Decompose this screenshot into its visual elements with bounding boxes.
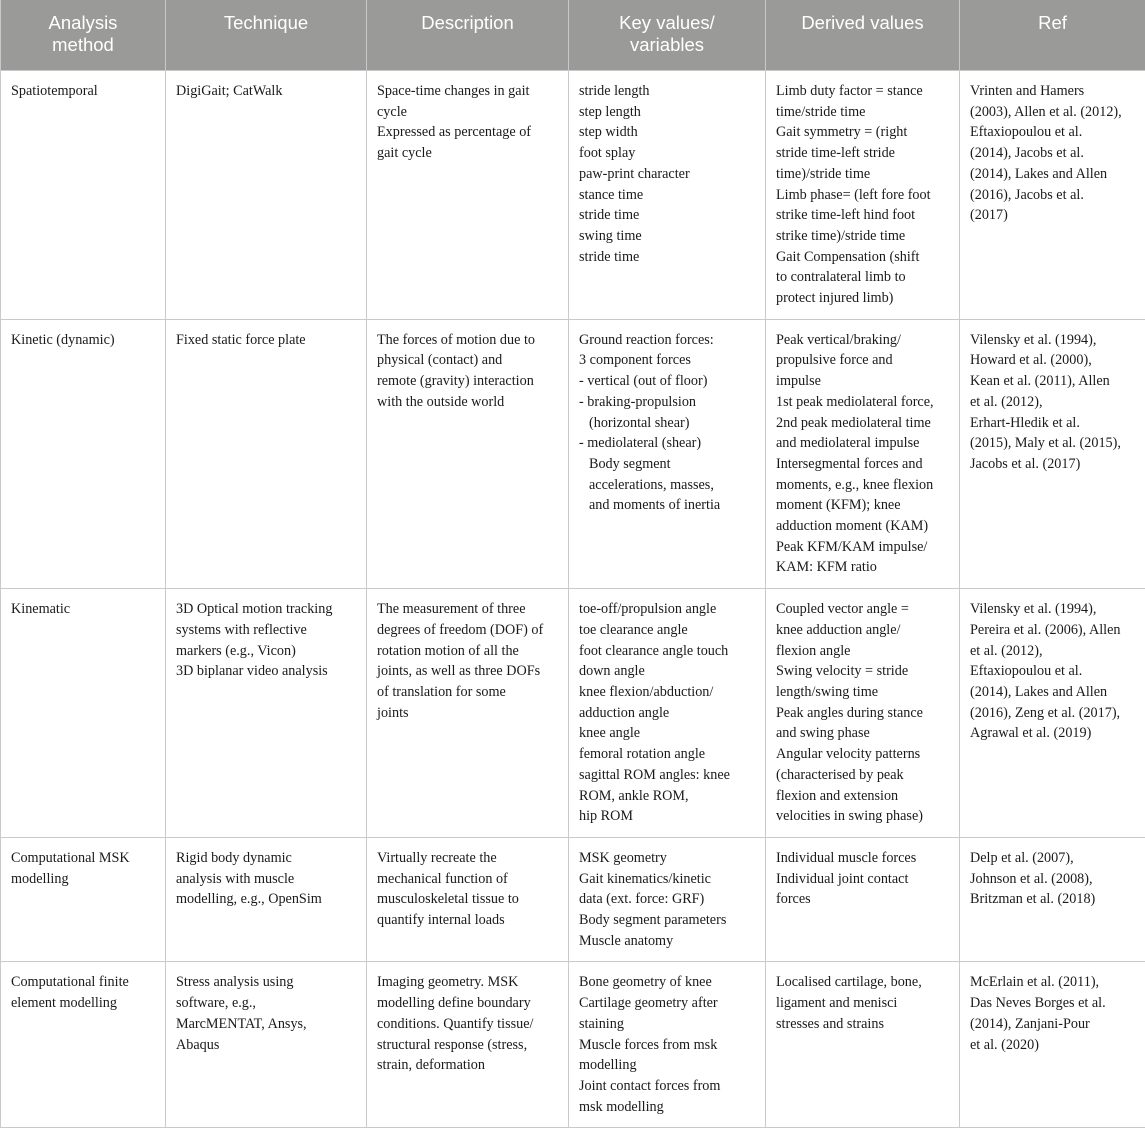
header-description <box>367 0 569 71</box>
cell-text-line: Individual joint contact <box>776 869 950 890</box>
cell-derived-values <box>766 962 960 1128</box>
header-technique <box>166 0 367 71</box>
cell-text-line: Fixed static force plate <box>176 330 357 351</box>
cell-text-line: (2014), Lakes and Allen <box>970 682 1136 703</box>
cell-text-line: rotation motion of all the <box>377 641 559 662</box>
cell-text-line: adduction angle <box>579 703 756 724</box>
cell-text-line: quantify internal loads <box>377 910 559 931</box>
header-label-line: Ref <box>968 12 1137 34</box>
cell-text-line: and moments of inertia <box>579 495 756 516</box>
cell-text-line: foot splay <box>579 143 756 164</box>
cell-text-line: adduction moment (KAM) <box>776 516 950 537</box>
header-label-line: Key values/ <box>577 12 757 34</box>
cell-key-values <box>569 589 766 838</box>
cell-text-line: Body segment <box>579 454 756 475</box>
cell-text-line: strain, deformation <box>377 1055 559 1076</box>
cell-text-line: data (ext. force: GRF) <box>579 889 756 910</box>
cell-text-line: Kinetic (dynamic) <box>11 330 156 351</box>
cell-text-line: musculoskeletal tissue to <box>377 889 559 910</box>
cell-text-line: forces <box>776 889 950 910</box>
cell-description <box>367 319 569 588</box>
cell-text-line: Eftaxiopoulou et al. <box>970 122 1136 143</box>
cell-text-line: (2015), Maly et al. (2015), <box>970 433 1136 454</box>
header-analysis-method <box>1 0 166 71</box>
cell-text-line: Cartilage geometry after <box>579 993 756 1014</box>
cell-ref <box>960 837 1145 962</box>
cell-text-line: software, e.g., <box>176 993 357 1014</box>
cell-text-line: propulsive force and <box>776 350 950 371</box>
cell-text-line: accelerations, masses, <box>579 475 756 496</box>
cell-text-line: Peak vertical/braking/ <box>776 330 950 351</box>
header-row <box>1 0 1145 71</box>
cell-text-line: (2016), Jacobs et al. <box>970 185 1136 206</box>
cell-text-line: structural response (stress, <box>377 1035 559 1056</box>
cell-text-line: protect injured limb) <box>776 288 950 309</box>
cell-text-line: moment (KFM); knee <box>776 495 950 516</box>
header-label-line: Description <box>375 12 560 34</box>
table-row <box>1 71 1145 320</box>
cell-key-values <box>569 837 766 962</box>
cell-text-line: step width <box>579 122 756 143</box>
cell-text-line: stresses and strains <box>776 1014 950 1035</box>
cell-technique <box>166 837 367 962</box>
cell-text-line: Vilensky et al. (1994), <box>970 330 1136 351</box>
header-label-line: Derived values <box>774 12 951 34</box>
cell-technique <box>166 319 367 588</box>
cell-text-line: toe-off/propulsion angle <box>579 599 756 620</box>
cell-text-line: (2014), Jacobs et al. <box>970 143 1136 164</box>
cell-text-line: Angular velocity patterns <box>776 744 950 765</box>
cell-text-line: et al. (2012), <box>970 641 1136 662</box>
cell-text-line: stride time <box>579 247 756 268</box>
cell-text-line: Howard et al. (2000), <box>970 350 1136 371</box>
cell-derived-values <box>766 319 960 588</box>
cell-text-line: Individual muscle forces <box>776 848 950 869</box>
cell-text-line: Erhart-Hledik et al. <box>970 413 1136 434</box>
cell-text-line: Spatiotemporal <box>11 81 156 102</box>
cell-text-line: foot clearance angle touch <box>579 641 756 662</box>
cell-text-line: modelling, e.g., OpenSim <box>176 889 357 910</box>
cell-text-line: Ground reaction forces: <box>579 330 756 351</box>
cell-text-line: Bone geometry of knee <box>579 972 756 993</box>
cell-text-line: ligament and menisci <box>776 993 950 1014</box>
cell-text-line: modelling define boundary <box>377 993 559 1014</box>
cell-analysis-method <box>1 319 166 588</box>
cell-text-line: length/swing time <box>776 682 950 703</box>
cell-text-line: knee flexion/abduction/ <box>579 682 756 703</box>
cell-text-line: (2014), Lakes and Allen <box>970 164 1136 185</box>
table-row <box>1 319 1145 588</box>
cell-text-line: Rigid body dynamic <box>176 848 357 869</box>
cell-text-line: Vilensky et al. (1994), <box>970 599 1136 620</box>
cell-text-line: Expressed as percentage of <box>377 122 559 143</box>
cell-text-line: Gait kinematics/kinetic <box>579 869 756 890</box>
cell-text-line: joints, as well as three DOFs <box>377 661 559 682</box>
cell-text-line: analysis with muscle <box>176 869 357 890</box>
cell-text-line: et al. (2012), <box>970 392 1136 413</box>
cell-text-line: step length <box>579 102 756 123</box>
cell-text-line: strike time-left hind foot <box>776 205 950 226</box>
cell-text-line: stride time-left stride <box>776 143 950 164</box>
cell-text-line: Muscle forces from msk <box>579 1035 756 1056</box>
cell-text-line: - mediolateral (shear) <box>579 433 756 454</box>
cell-text-line: flexion and extension <box>776 786 950 807</box>
cell-text-line: 3D biplanar video analysis <box>176 661 357 682</box>
cell-text-line: to contralateral limb to <box>776 267 950 288</box>
cell-analysis-method <box>1 962 166 1128</box>
cell-ref <box>960 71 1145 320</box>
cell-text-line: of translation for some <box>377 682 559 703</box>
cell-text-line: KAM: KFM ratio <box>776 557 950 578</box>
cell-text-line: Vrinten and Hamers <box>970 81 1136 102</box>
cell-text-line: Das Neves Borges et al. <box>970 993 1136 1014</box>
cell-description <box>367 71 569 320</box>
cell-text-line: DigiGait; CatWalk <box>176 81 357 102</box>
cell-text-line: mechanical function of <box>377 869 559 890</box>
cell-text-line: time/stride time <box>776 102 950 123</box>
cell-text-line: Localised cartilage, bone, <box>776 972 950 993</box>
cell-text-line: MarcMENTAT, Ansys, <box>176 1014 357 1035</box>
cell-text-line: Computational finite <box>11 972 156 993</box>
cell-text-line: and swing phase <box>776 723 950 744</box>
cell-text-line: impulse <box>776 371 950 392</box>
table-body <box>1 71 1145 1128</box>
cell-text-line: Jacobs et al. (2017) <box>970 454 1136 475</box>
cell-text-line: stance time <box>579 185 756 206</box>
cell-text-line: remote (gravity) interaction <box>377 371 559 392</box>
header-ref <box>960 0 1145 71</box>
cell-technique <box>166 71 367 320</box>
cell-description <box>367 962 569 1128</box>
cell-key-values <box>569 962 766 1128</box>
cell-text-line: Eftaxiopoulou et al. <box>970 661 1136 682</box>
cell-text-line: Muscle anatomy <box>579 931 756 952</box>
cell-text-line: The forces of motion due to <box>377 330 559 351</box>
cell-text-line: knee angle <box>579 723 756 744</box>
cell-text-line: Stress analysis using <box>176 972 357 993</box>
cell-text-line: 3D Optical motion tracking <box>176 599 357 620</box>
cell-text-line: McErlain et al. (2011), <box>970 972 1136 993</box>
cell-text-line: stride time <box>579 205 756 226</box>
cell-ref <box>960 319 1145 588</box>
cell-text-line: physical (contact) and <box>377 350 559 371</box>
cell-key-values <box>569 319 766 588</box>
cell-text-line: paw-print character <box>579 164 756 185</box>
cell-text-line: (2003), Allen et al. (2012), <box>970 102 1136 123</box>
header-label-line: Technique <box>174 12 358 34</box>
cell-text-line: - braking-propulsion <box>579 392 756 413</box>
cell-analysis-method <box>1 71 166 320</box>
cell-text-line: Johnson et al. (2008), <box>970 869 1136 890</box>
cell-text-line: Intersegmental forces and <box>776 454 950 475</box>
cell-text-line: flexion angle <box>776 641 950 662</box>
cell-text-line: 3 component forces <box>579 350 756 371</box>
cell-text-line: systems with reflective <box>176 620 357 641</box>
cell-text-line: Peak KFM/KAM impulse/ <box>776 537 950 558</box>
cell-technique <box>166 589 367 838</box>
cell-text-line: knee adduction angle/ <box>776 620 950 641</box>
cell-text-line: (horizontal shear) <box>579 413 756 434</box>
cell-text-line: moments, e.g., knee flexion <box>776 475 950 496</box>
cell-text-line: Imaging geometry. MSK <box>377 972 559 993</box>
cell-text-line: 1st peak mediolateral force, <box>776 392 950 413</box>
cell-text-line: Limb duty factor = stance <box>776 81 950 102</box>
cell-text-line: et al. (2020) <box>970 1035 1136 1056</box>
cell-text-line: Space-time changes in gait <box>377 81 559 102</box>
cell-text-line: staining <box>579 1014 756 1035</box>
cell-text-line: (2014), Zanjani-Pour <box>970 1014 1136 1035</box>
header-derived-values <box>766 0 960 71</box>
cell-text-line: markers (e.g., Vicon) <box>176 641 357 662</box>
cell-text-line: Swing velocity = stride <box>776 661 950 682</box>
cell-text-line: down angle <box>579 661 756 682</box>
cell-text-line: Kean et al. (2011), Allen <box>970 371 1136 392</box>
cell-text-line: and mediolateral impulse <box>776 433 950 454</box>
cell-key-values <box>569 71 766 320</box>
cell-text-line: sagittal ROM angles: knee <box>579 765 756 786</box>
cell-analysis-method <box>1 589 166 838</box>
cell-derived-values <box>766 837 960 962</box>
cell-text-line: Agrawal et al. (2019) <box>970 723 1136 744</box>
cell-text-line: joints <box>377 703 559 724</box>
cell-text-line: time)/stride time <box>776 164 950 185</box>
header-label-line: method <box>9 34 157 56</box>
cell-text-line: (2016), Zeng et al. (2017), <box>970 703 1136 724</box>
cell-text-line: - vertical (out of floor) <box>579 371 756 392</box>
cell-text-line: The measurement of three <box>377 599 559 620</box>
table-row <box>1 962 1145 1128</box>
cell-text-line: ROM, ankle ROM, <box>579 786 756 807</box>
cell-text-line: Body segment parameters <box>579 910 756 931</box>
cell-description <box>367 837 569 962</box>
header-key-values <box>569 0 766 71</box>
cell-text-line: msk modelling <box>579 1097 756 1118</box>
cell-text-line: modelling <box>11 869 156 890</box>
cell-derived-values <box>766 589 960 838</box>
cell-text-line: modelling <box>579 1055 756 1076</box>
cell-text-line: (characterised by peak <box>776 765 950 786</box>
cell-text-line: degrees of freedom (DOF) of <box>377 620 559 641</box>
header-label-line: Analysis <box>9 12 157 34</box>
cell-text-line: cycle <box>377 102 559 123</box>
cell-ref <box>960 962 1145 1128</box>
cell-text-line: stride length <box>579 81 756 102</box>
cell-text-line: gait cycle <box>377 143 559 164</box>
cell-description <box>367 589 569 838</box>
cell-text-line: swing time <box>579 226 756 247</box>
cell-text-line: Delp et al. (2007), <box>970 848 1136 869</box>
table-row <box>1 837 1145 962</box>
cell-text-line: Limb phase= (left fore foot <box>776 185 950 206</box>
cell-text-line: Gait symmetry = (right <box>776 122 950 143</box>
cell-text-line: Coupled vector angle = <box>776 599 950 620</box>
cell-technique <box>166 962 367 1128</box>
cell-ref <box>960 589 1145 838</box>
cell-text-line: Britzman et al. (2018) <box>970 889 1136 910</box>
cell-text-line: MSK geometry <box>579 848 756 869</box>
cell-text-line: velocities in swing phase) <box>776 806 950 827</box>
table-row <box>1 589 1145 838</box>
cell-text-line: Joint contact forces from <box>579 1076 756 1097</box>
cell-text-line: Virtually recreate the <box>377 848 559 869</box>
header-label-line: variables <box>577 34 757 56</box>
cell-text-line: Kinematic <box>11 599 156 620</box>
cell-text-line: Computational MSK <box>11 848 156 869</box>
cell-text-line: femoral rotation angle <box>579 744 756 765</box>
cell-text-line: (2017) <box>970 205 1136 226</box>
cell-text-line: conditions. Quantify tissue/ <box>377 1014 559 1035</box>
cell-text-line: toe clearance angle <box>579 620 756 641</box>
cell-text-line: Pereira et al. (2006), Allen <box>970 620 1136 641</box>
cell-text-line: Gait Compensation (shift <box>776 247 950 268</box>
cell-text-line: element modelling <box>11 993 156 1014</box>
cell-analysis-method <box>1 837 166 962</box>
cell-derived-values <box>766 71 960 320</box>
cell-text-line: Peak angles during stance <box>776 703 950 724</box>
cell-text-line: hip ROM <box>579 806 756 827</box>
cell-text-line: 2nd peak mediolateral time <box>776 413 950 434</box>
cell-text-line: strike time)/stride time <box>776 226 950 247</box>
cell-text-line: Abaqus <box>176 1035 357 1056</box>
cell-text-line: with the outside world <box>377 392 559 413</box>
